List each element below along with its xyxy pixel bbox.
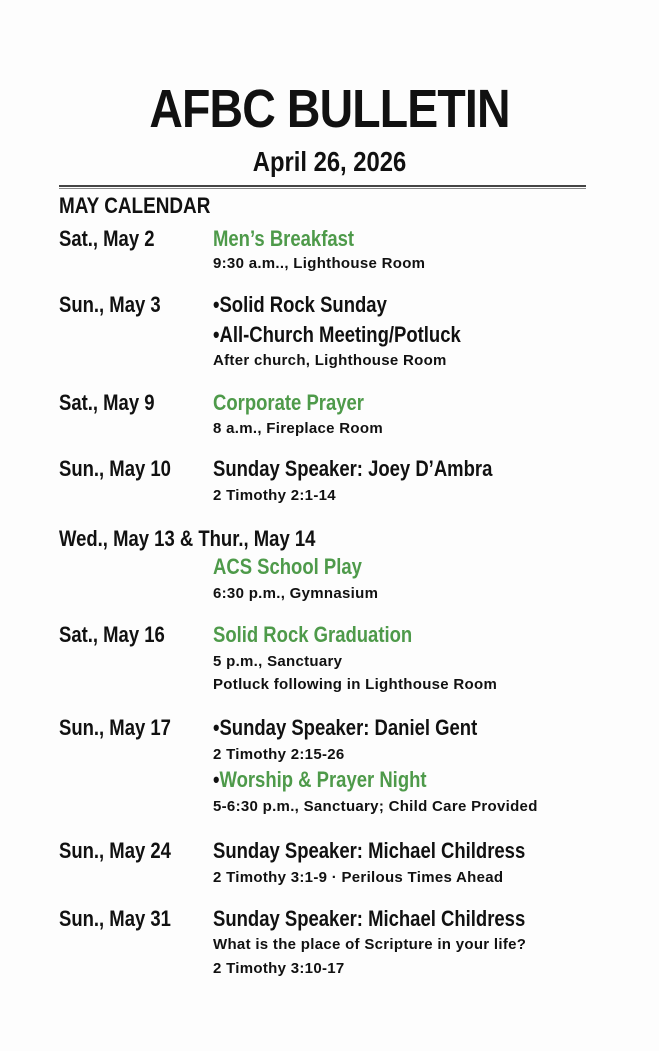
event-title: Sunday Speaker: Michael Childress [213, 906, 526, 931]
event-title [213, 769, 427, 791]
event-day: Sun., May 3 [59, 292, 161, 317]
event-title: Sunday Speaker: Joey D’Ambra [213, 456, 493, 481]
event-detail: What is the place of Scripture in your life? [213, 936, 527, 953]
event-day: Sat., May 16 [59, 622, 165, 647]
bulletin-title: AFBC BULLETIN [149, 79, 510, 139]
event-day: Sun., May 31 [59, 906, 171, 931]
event-detail: 2 Timothy 2:1-14 [213, 487, 336, 504]
event-detail: 6:30 p.m., Gymnasium [213, 585, 379, 602]
event-title: ACS School Play [213, 554, 362, 579]
event-detail: 2 Timothy 3:1-9 · Perilous Times Ahead [213, 869, 504, 886]
event-day: Sun., May 10 [59, 456, 171, 481]
event-detail: 9:30 a.m.., Lighthouse Room [213, 255, 426, 272]
event-day: Wed., May 13 & Thur., May 14 [59, 526, 316, 551]
event-title: •Solid Rock Sunday [213, 292, 387, 317]
event-day: Sun., May 17 [59, 715, 171, 740]
event-detail: After church, Lighthouse Room [213, 352, 447, 369]
event-detail: 5-6:30 p.m., Sanctuary; Child Care Provided [213, 798, 538, 815]
event-detail: 2 Timothy 2:15-26 [213, 746, 345, 763]
event-detail: Potluck following in Lighthouse Room [213, 676, 498, 693]
event-title: •Sunday Speaker: Daniel Gent [213, 715, 478, 740]
event-detail: 8 a.m., Fireplace Room [213, 420, 383, 437]
title-divider [59, 185, 586, 189]
event-detail: 5 p.m., Sanctuary [213, 653, 343, 670]
event-day: Sat., May 9 [59, 390, 155, 415]
event-title: Sunday Speaker: Michael Childress [213, 838, 526, 863]
bullet: • [213, 767, 220, 792]
event-detail: 2 Timothy 3:10-17 [213, 960, 345, 977]
event-title: Corporate Prayer [213, 390, 364, 415]
event-title: •All-Church Meeting/Potluck [213, 322, 461, 347]
section-heading: MAY CALENDAR [59, 193, 211, 218]
bulletin-date: April 26, 2026 [252, 146, 407, 177]
event-title: Solid Rock Graduation [213, 622, 413, 647]
event-day: Sat., May 2 [59, 226, 155, 251]
event-title: Men’s Breakfast [213, 226, 355, 251]
event-day: Sun., May 24 [59, 838, 171, 863]
event-title-text: Worship & Prayer Night [219, 767, 427, 792]
